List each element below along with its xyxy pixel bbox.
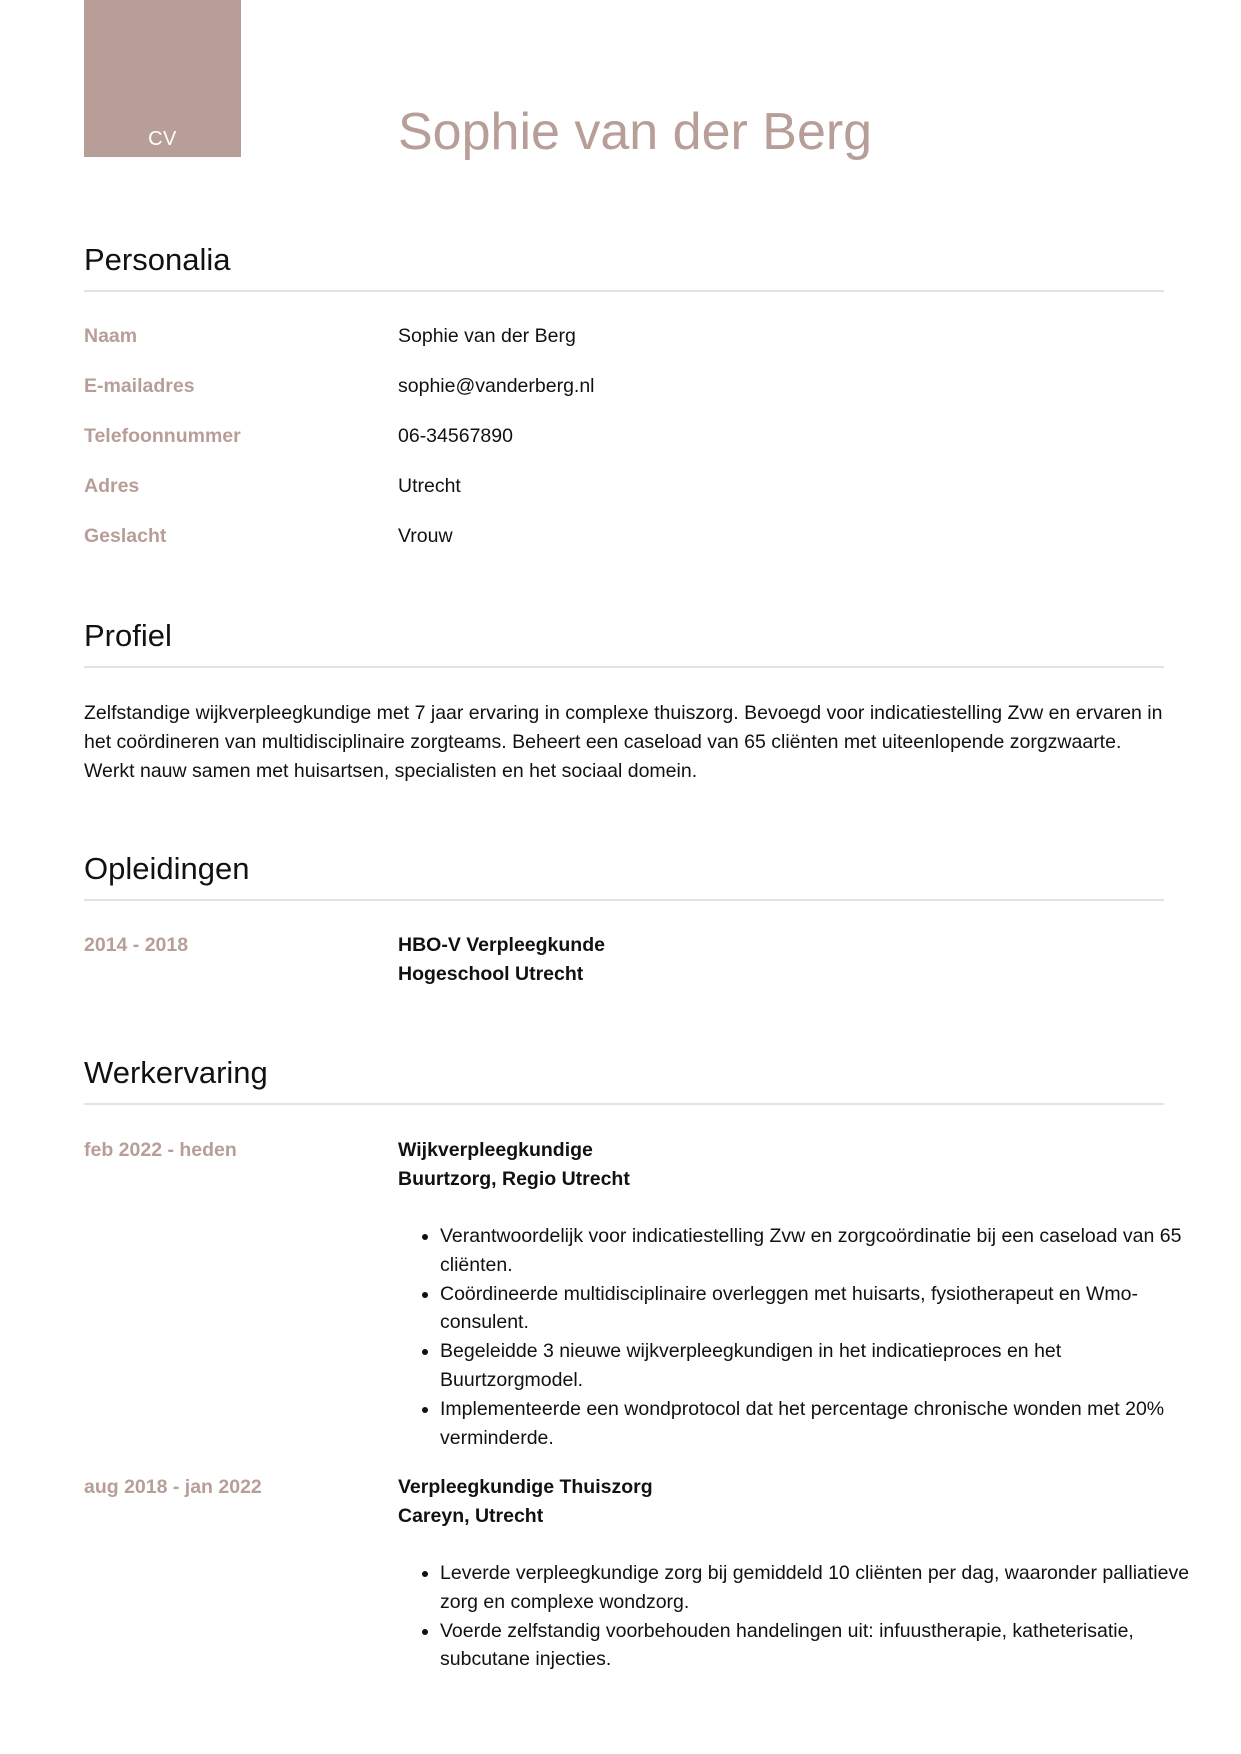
- profile-summary: Zelfstandige wijkverpleegkundige met 7 jaar ervaring in complexe thuiszorg. Bevoegd voor indicatiestelling Zvw en ervaren in het coördineren van multidisciplinaire zorgteams. Beheert een caseload van 65 cliënten met uiteenlopende zorgzwaarte. Werkt nauw samen met huisartsen, specialisten en het sociaal domein.: [84, 702, 1163, 782]
- list-item: • Leverde verpleegkundige zorg bij gemiddeld 10 cliënten per dag, waaronder palliatieve zorg en complexe wondzorg.: [440, 1559, 1200, 1617]
- field-label-email: E-mailadres: [84, 375, 195, 397]
- job-period: aug 2018 - jan 2022: [84, 1476, 262, 1498]
- field-value-adres: Utrecht: [398, 475, 461, 497]
- education-period: 2014 - 2018: [84, 934, 189, 956]
- job-employer: Careyn, Utrecht: [398, 1505, 544, 1527]
- list-item: • Begeleidde 3 nieuwe wijkverpleegkundigen in het indicatieproces en het Buurtzorgmodel.: [440, 1337, 1200, 1395]
- field-label-adres: Adres: [84, 475, 140, 497]
- job-responsibilities-list: [398, 1559, 1200, 1674]
- cv-badge-label: CV: [148, 128, 177, 150]
- section-title-werkervaring: Werkervaring: [84, 1055, 268, 1090]
- list-item: • Coördineerde multidisciplinaire overleggen met huisarts, fysiotherapeut en Wmo-consulent.: [440, 1280, 1200, 1338]
- section-title-opleidingen: Opleidingen: [84, 851, 250, 886]
- job-period: feb 2022 - heden: [84, 1139, 237, 1161]
- field-value-email: sophie@vanderberg.nl: [398, 375, 595, 397]
- job-title: Wijkverpleegkundige: [398, 1139, 593, 1161]
- field-label-geslacht: Geslacht: [84, 525, 167, 547]
- section-divider: [84, 666, 1164, 668]
- candidate-name-heading: Sophie van der Berg: [398, 103, 873, 161]
- job-title: Verpleegkundige Thuiszorg: [398, 1476, 653, 1498]
- section-title-personalia: Personalia: [84, 242, 231, 277]
- list-item: • Implementeerde een wondprotocol dat het percentage chronische wonden met 20% verminderde.: [440, 1395, 1200, 1453]
- education-degree: HBO-V Verpleegkunde: [398, 934, 605, 956]
- section-title-profiel: Profiel: [84, 618, 172, 653]
- field-value-naam: Sophie van der Berg: [398, 325, 576, 347]
- field-value-telefoon: 06-34567890: [398, 425, 513, 447]
- education-institution: Hogeschool Utrecht: [398, 963, 584, 985]
- field-label-naam: Naam: [84, 325, 138, 347]
- section-divider: [84, 290, 1164, 292]
- job-responsibilities-list: [398, 1222, 1200, 1452]
- field-value-geslacht: Vrouw: [398, 525, 453, 547]
- list-item: • Verantwoordelijk voor indicatiestelling Zvw en zorgcoördinatie bij een caseload van 65 cliënten.: [440, 1222, 1200, 1280]
- list-item: • Voerde zelfstandig voorbehouden handelingen uit: infuustherapie, katheterisatie, subcutane injecties.: [440, 1617, 1200, 1675]
- section-divider: [84, 1103, 1164, 1105]
- job-employer: Buurtzorg, Regio Utrecht: [398, 1168, 630, 1190]
- cv-badge: [84, 0, 241, 157]
- section-divider: [84, 899, 1164, 901]
- field-label-telefoon: Telefoonnummer: [84, 425, 241, 447]
